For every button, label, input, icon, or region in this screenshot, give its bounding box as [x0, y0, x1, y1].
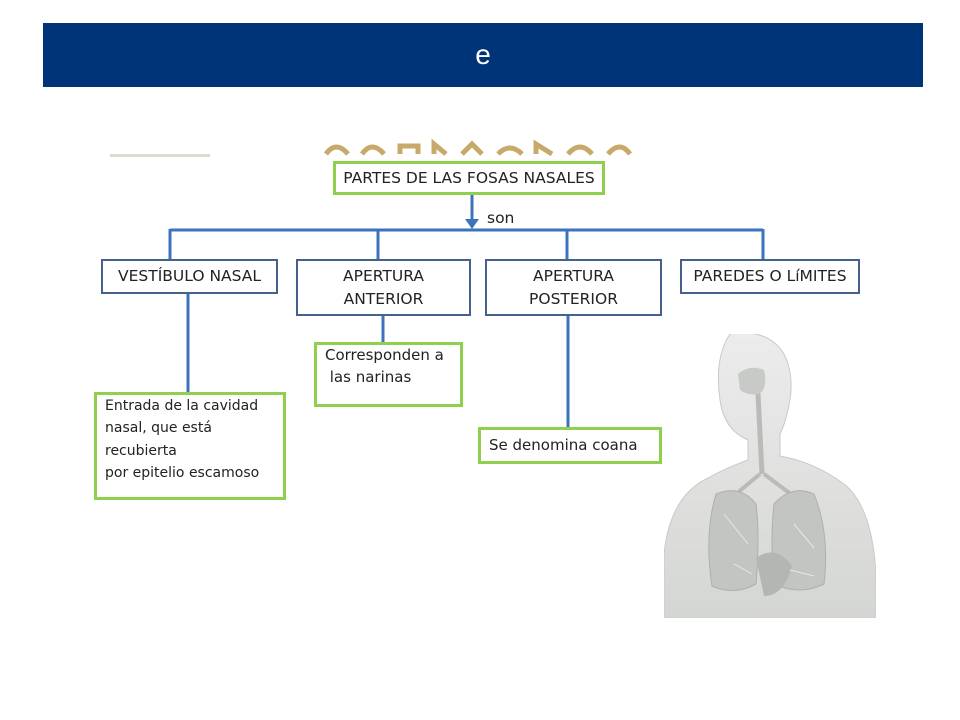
part-label: VESTÍBULO NASAL: [117, 267, 262, 286]
part-label-line1: APERTURA: [533, 267, 614, 286]
connector-label: son: [487, 209, 515, 227]
part-label-line2: ANTERIOR: [343, 289, 424, 308]
part-label-line2: POSTERIOR: [529, 289, 618, 308]
part-label: PAREDES O LíMITES: [693, 267, 847, 286]
description-anterior: [314, 342, 463, 407]
arrow-down-icon: [465, 219, 479, 229]
description-line: Se denomina coana: [489, 435, 638, 454]
part-paredes-limites: [680, 259, 860, 294]
description-line: Entrada de la cavidad: [105, 398, 259, 414]
root-node-label: PARTES DE LAS FOSAS NASALES: [343, 168, 595, 187]
part-label-line1: APERTURA: [343, 267, 424, 286]
slide-title: e: [475, 39, 491, 70]
description-line: por epitelio escamoso: [105, 465, 260, 482]
description-line: nasal, que está: [105, 420, 212, 437]
part-vestibulo-nasal: [101, 259, 278, 294]
respiratory-anatomy-icon: [664, 334, 876, 618]
root-node: [333, 161, 605, 195]
part-apertura-posterior: [485, 259, 662, 316]
description-line: Corresponden a: [325, 346, 444, 364]
description-line: las narinas: [325, 367, 412, 386]
description-posterior: [478, 427, 662, 464]
description-vestibulo: [94, 392, 286, 500]
description-line: recubierta: [105, 442, 177, 459]
part-apertura-anterior: [296, 259, 471, 316]
